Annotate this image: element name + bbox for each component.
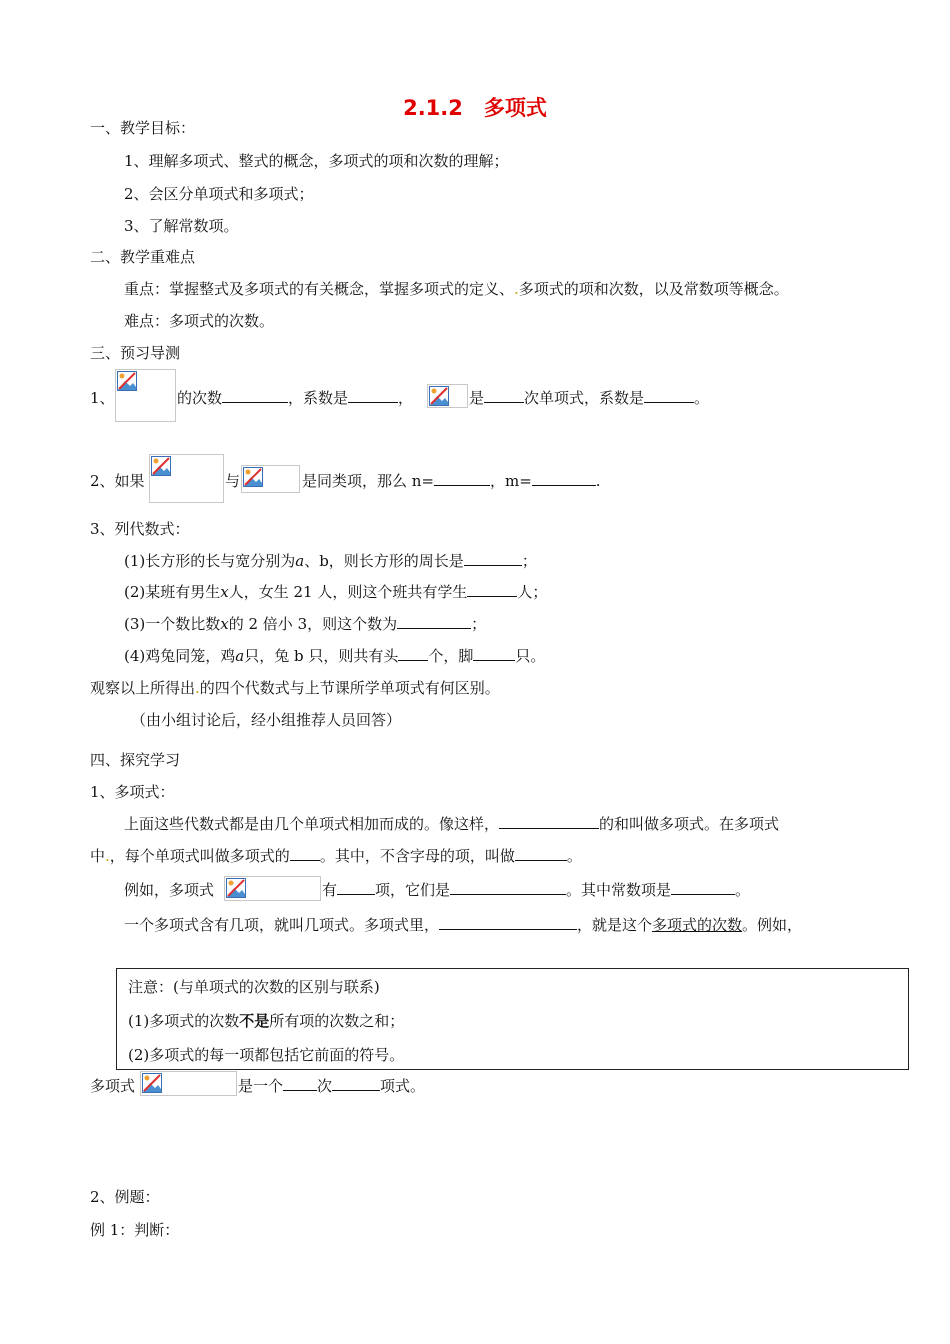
q3-2-text-b: 人，女生 21 人，则这个班共有学生 [228, 583, 468, 601]
definition-text-c: 中 [90, 847, 106, 865]
objective-item: 1、理解多项式、整式的概念，多项式的项和次数的理解； [124, 152, 509, 170]
answer-blank[interactable] [332, 1076, 380, 1091]
notice-item-1-a: (1)多项式的次数 [128, 1012, 240, 1030]
answer-blank[interactable] [348, 388, 398, 403]
answer-blank[interactable] [671, 880, 735, 895]
degree-term: 多项式的次数 [652, 916, 743, 934]
q3-4-text-c: 个，脚 [428, 647, 474, 665]
poly-question-text [238, 1076, 425, 1096]
q3-1-text: (1)长方形的长与宽分别为 [124, 552, 296, 570]
example-1-heading: 例 1：判断： [90, 1221, 180, 1239]
formula-image-placeholder [427, 384, 468, 408]
answer-blank[interactable] [644, 388, 694, 403]
answer-blank[interactable] [222, 388, 288, 403]
formula-image-placeholder [149, 454, 224, 503]
dot-mark: . [195, 679, 200, 697]
broken-image-icon [117, 371, 137, 391]
q3-item-2 [124, 582, 547, 602]
q1-text-3: ， [398, 389, 414, 407]
definition-paragraph-line2 [90, 846, 582, 866]
definition-text-e: 。其中，不含字母的项，叫做 [319, 847, 515, 865]
q1-text-2: ，系数是 [288, 389, 349, 407]
q3-4-end: 只。 [515, 647, 546, 665]
broken-image-icon [151, 456, 171, 476]
page-title: 2.1.2 多项式 [403, 96, 547, 120]
example-text [322, 880, 750, 900]
observe-part-a: 观察以上所得出 [90, 679, 196, 697]
q1-text-4: 是 [469, 389, 485, 407]
notice-title: 注意：(与单项式的次数的区别与联系) [128, 978, 380, 996]
degree-text-a: 一个多项式含有几项，就叫几项式。多项式里， [124, 916, 440, 934]
sub-heading-polynomial: 1、多项式： [90, 783, 175, 801]
observe-text [90, 678, 500, 698]
definition-text-b: 的和叫做多项式。在多项式 [599, 815, 780, 833]
q3-3-text-b: 的 2 倍小 3，则这个数为 [228, 615, 398, 633]
q3-1-text-b: 、b，则长方形的周长是 [304, 552, 464, 570]
definition-paragraph-line1 [124, 814, 779, 834]
key-points-text [124, 279, 789, 299]
answer-blank[interactable] [484, 388, 524, 403]
q1-text-continued [469, 388, 709, 408]
formula-image-placeholder [224, 876, 321, 901]
q1-text-5: 次单项式，系数是 [524, 389, 645, 407]
definition-text-d: ，每个单项式叫做多项式的 [109, 847, 290, 865]
notice-item-1 [128, 1011, 404, 1031]
answer-blank[interactable] [515, 846, 567, 861]
degree-text-b: ，就是这个 [577, 916, 653, 934]
poly-text-b: 是一个 [238, 1077, 284, 1095]
answer-blank[interactable] [473, 646, 515, 661]
var-x: x [220, 615, 229, 633]
q3-1-end: ； [521, 552, 537, 570]
discussion-note: （由小组讨论后，经小组推荐人员回答） [131, 711, 402, 729]
broken-image-icon [243, 467, 263, 487]
difficulty-text: 难点：多项式的次数。 [124, 312, 275, 330]
broken-image-icon [142, 1073, 162, 1093]
q2-number: 2、如果 [90, 472, 145, 490]
broken-image-icon [226, 878, 246, 898]
q2-text-3: ，m= [490, 472, 532, 490]
example-text-e: 。 [735, 881, 751, 899]
answer-blank[interactable] [397, 614, 471, 629]
section-heading-exploration: 四、探究学习 [90, 751, 181, 769]
section-heading-key-points: 二、教学重难点 [90, 248, 196, 266]
answer-blank[interactable] [464, 551, 522, 566]
answer-blank[interactable] [450, 880, 566, 895]
q2-text [302, 471, 601, 491]
q3-item-1 [124, 551, 537, 571]
q3-item-4 [124, 646, 545, 666]
answer-blank[interactable] [439, 915, 577, 930]
answer-blank[interactable] [398, 646, 428, 661]
sub-heading-examples: 2、例题： [90, 1188, 160, 1206]
example-text-c: 项，它们是 [375, 881, 451, 899]
dot-mark: . [105, 847, 110, 865]
q3-4-text: (4)鸡兔同笼，鸡 [124, 647, 236, 665]
broken-image-icon [429, 386, 449, 406]
q3-2-end: 人； [517, 583, 548, 601]
q2-text-2: 是同类项，那么 n= [302, 472, 434, 490]
q2-text-4: . [595, 472, 601, 490]
q1-text-1: 的次数 [177, 389, 223, 407]
answer-blank[interactable] [290, 846, 320, 861]
poly-text-c: 次 [317, 1077, 333, 1095]
poly-text-d: 项式。 [380, 1077, 426, 1095]
notice-item-1-c: 所有项的次数之和； [269, 1012, 405, 1030]
degree-definition [124, 915, 802, 935]
notice-item-2: (2)多项式的每一项都包括它前面的符号。 [128, 1046, 405, 1064]
degree-text-c: 。例如， [742, 916, 803, 934]
q3-3-text: (3)一个数比数 [124, 615, 221, 633]
example-text-d: 。其中常数项是 [566, 881, 672, 899]
section-heading-objectives: 一、教学目标： [90, 119, 196, 137]
q2-text-with: 与 [225, 472, 241, 490]
formula-image-placeholder [140, 1071, 237, 1096]
objective-item: 3、了解常数项。 [124, 217, 239, 235]
q1-number: 1、 [90, 389, 115, 407]
q3-4-text-b: 只，兔 b 只，则共有头 [244, 647, 399, 665]
definition-text-a: 上面这些代数式都是由几个单项式相加而成的。像这样， [124, 815, 500, 833]
example-lead: 例如，多项式 [124, 881, 215, 899]
answer-blank[interactable] [337, 880, 375, 895]
q1-text [177, 388, 413, 408]
var-x: x [220, 583, 229, 601]
answer-blank[interactable] [283, 1076, 317, 1091]
example-text-b: 有 [322, 881, 338, 899]
formula-image-placeholder [241, 465, 300, 493]
key-points-part-a: 重点：掌握整式及多项式的有关概念，掌握多项式的定义、 [124, 280, 515, 298]
formula-image-placeholder [115, 369, 176, 422]
q3-heading: 3、列代数式： [90, 520, 190, 538]
answer-blank[interactable] [532, 471, 596, 486]
var-a: a [235, 647, 245, 665]
notice-emphasis: 不是 [239, 1012, 270, 1030]
objective-item: 2、会区分单项式和多项式； [124, 185, 314, 203]
var-a: a [295, 552, 305, 570]
answer-blank[interactable] [467, 582, 517, 597]
answer-blank[interactable] [434, 471, 490, 486]
poly-question-lead: 多项式 [90, 1077, 136, 1095]
q3-2-text: (2)某班有男生 [124, 583, 221, 601]
dot-mark: . [514, 280, 519, 298]
section-heading-preview: 三、预习导测 [90, 344, 181, 362]
q3-item-3 [124, 614, 486, 634]
answer-blank[interactable] [499, 814, 599, 829]
q1-text-6: 。 [694, 389, 710, 407]
observe-part-b: 的四个代数式与上节课所学单项式有何区别。 [199, 679, 500, 697]
q3-3-end: ； [471, 615, 487, 633]
key-points-part-b: 多项式的项和次数，以及常数项等概念。 [518, 280, 789, 298]
definition-text-f: 。 [566, 847, 582, 865]
